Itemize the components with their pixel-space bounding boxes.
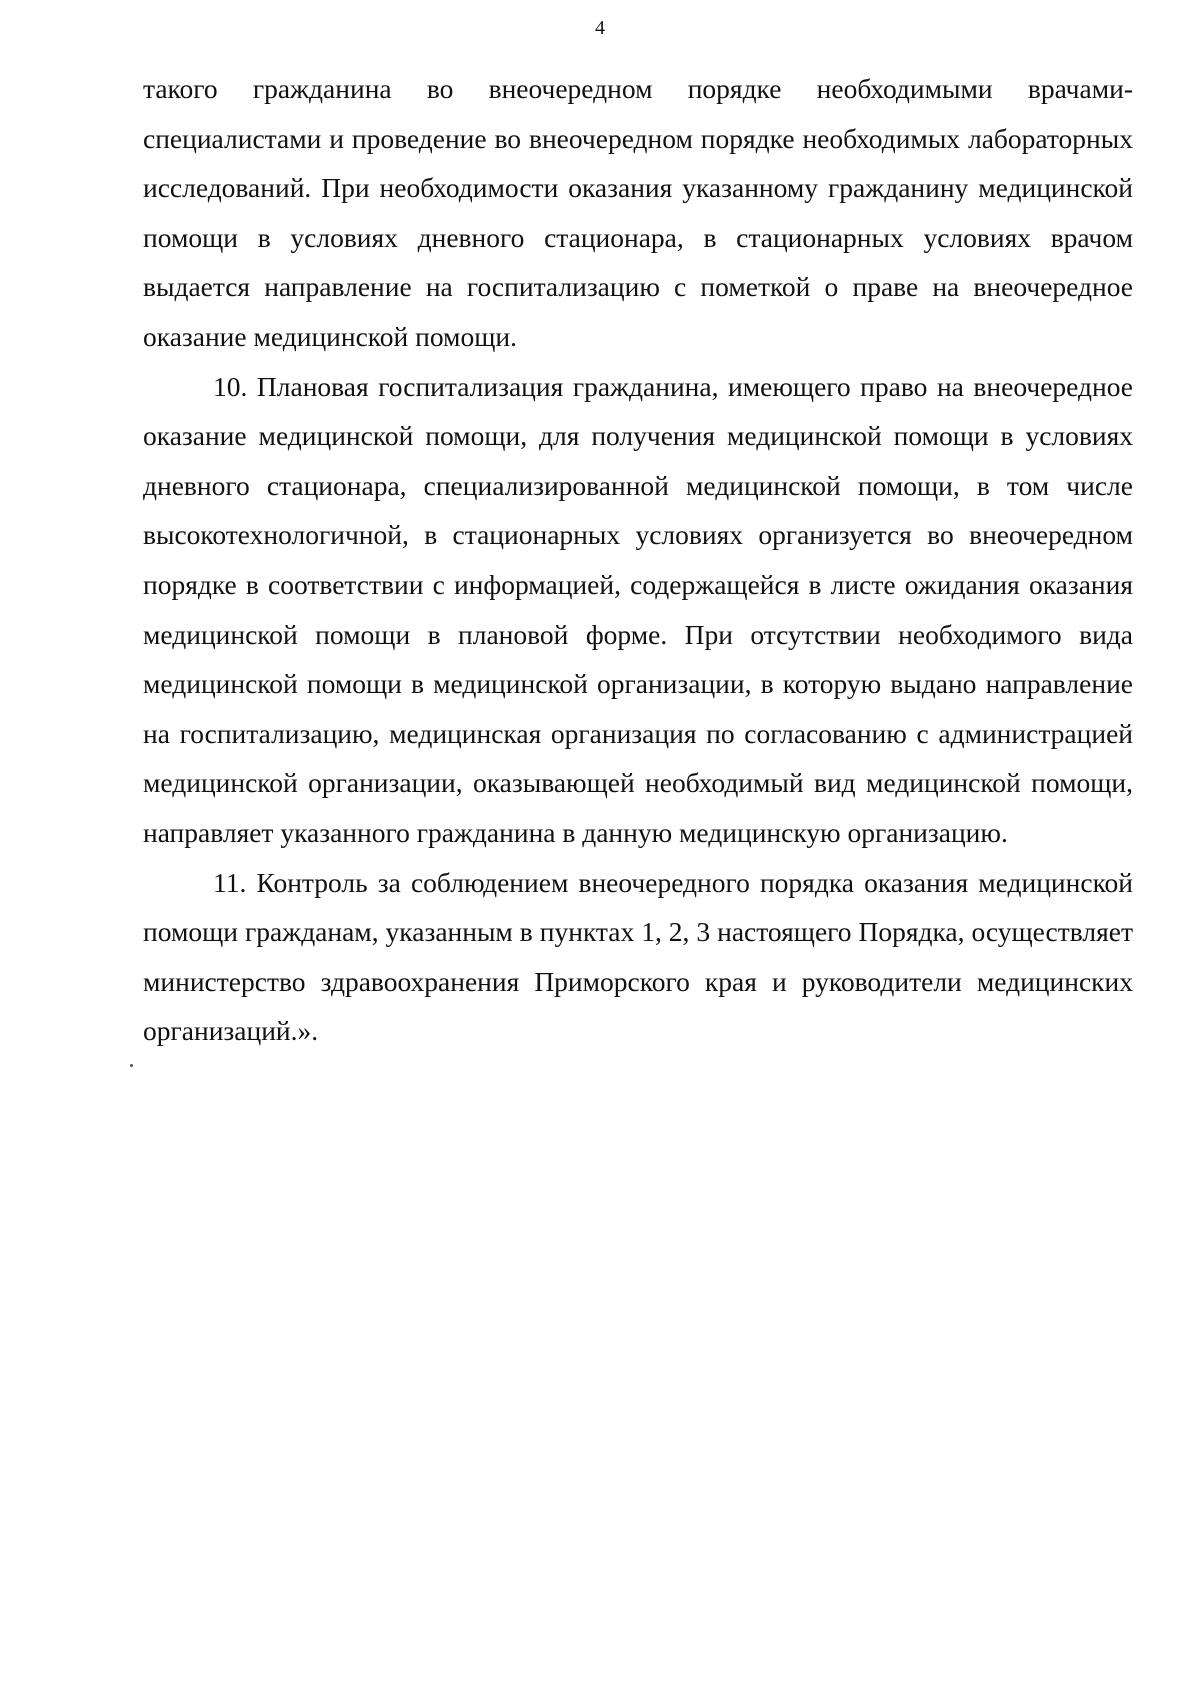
page-number: 4 bbox=[595, 17, 605, 39]
document-body bbox=[143, 64, 1133, 1056]
paragraph-item-10: 10. Плановая госпитализация гражданина, имеющего право на внеочередное оказание медицинской помощи, для получения медицинской помощи в условиях дневного стационара, специализированной медицинской помощи, в том числе высокотехнологичной, в стационарных условиях организуется во внеочередном порядке в соответствии с информацией, содержащейся в листе ожидания оказания медицинской помощи в плановой форме. При отсутствии необходимого вида медицинской помощи в медицинской организации, в которую выдано направление на госпитализацию, медицинская организация по согласованию с администрацией медицинской организации, оказывающей необходимый вид медицинской помощи, направляет указанного гражданина в данную медицинскую организацию. bbox=[143, 370, 1133, 848]
paragraph-continuation: такого гражданина во внеочередном порядке необходимыми врачами-специалистами и проведение во внеочередном порядке необходимых лабораторных исследований. При необходимости оказания указанному гражданину медицинской помощи в условиях дневного стационара, в стационарных условиях врачом выдается направление на госпитализацию с пометкой о праве на внеочередное оказание медицинской помощи. bbox=[143, 73, 1133, 352]
scan-speck bbox=[130, 1064, 133, 1067]
paragraph-item-11: 11. Контроль за соблюдением внеочередного порядка оказания медицинской помощи гражданам, указанным в пунктах 1, 2, 3 настоящего Порядка, осуществляет министерство здравоохранения Приморского края и руководители медицинских организаций.». bbox=[143, 866, 1133, 1047]
